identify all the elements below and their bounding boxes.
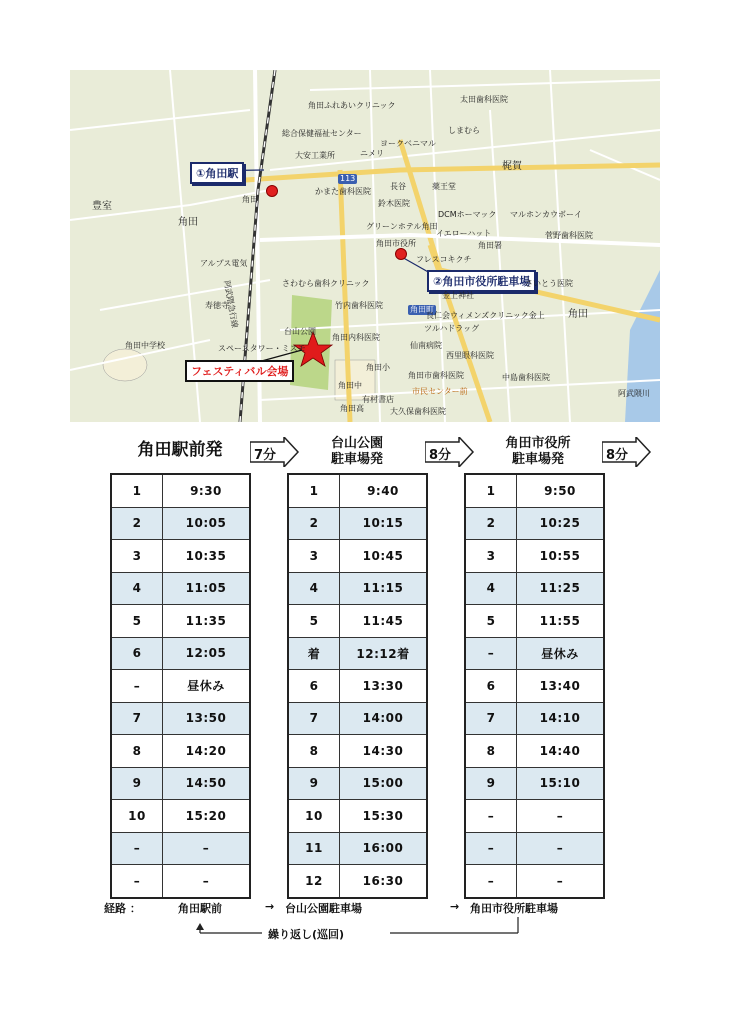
- trip-number: 3: [288, 540, 340, 573]
- map-label: ニメリ: [360, 149, 384, 158]
- table-row: [111, 767, 250, 800]
- trip-number: 1: [465, 474, 517, 507]
- table-row: [111, 800, 250, 833]
- table-row: [288, 605, 427, 638]
- map-label: グリーンホテル角田: [366, 222, 438, 231]
- map-label: 角田町: [410, 305, 434, 314]
- route-arrow-a: →: [265, 900, 275, 913]
- trip-number: 8: [111, 735, 163, 768]
- trip-number: 9: [111, 767, 163, 800]
- departure-time: –: [163, 865, 251, 898]
- table-row: [465, 865, 604, 898]
- trip-number: 6: [465, 670, 517, 703]
- trip-number: 5: [111, 605, 163, 638]
- map-label: 大久保歯科医院: [390, 407, 446, 416]
- map-label: ツルハドラッグ: [424, 324, 480, 333]
- map-label: 薬王堂: [432, 182, 456, 191]
- table-row: [111, 572, 250, 605]
- trip-number: 8: [465, 735, 517, 768]
- map-label: 角田: [242, 195, 258, 204]
- trip-number: 10: [111, 800, 163, 833]
- header-daiyama-parking: 台山公園 駐車場発: [330, 436, 383, 467]
- map-label: スペースタワー・ミスモ: [218, 344, 306, 353]
- map-label: 阿武隈急行線: [222, 279, 240, 329]
- parking-box-label: ②角田市役所駐車場: [427, 270, 536, 292]
- map-label: 角田中学校: [125, 341, 165, 350]
- trip-number: 7: [465, 702, 517, 735]
- loop-label: 繰り返し(巡回): [268, 928, 345, 941]
- table-row: [288, 474, 427, 507]
- trip-number: –: [465, 832, 517, 865]
- trip-number: 4: [465, 572, 517, 605]
- map-label: 梶賀: [502, 161, 522, 172]
- departure-time: 16:30: [340, 865, 428, 898]
- trip-number: 2: [465, 507, 517, 540]
- table-row: [465, 670, 604, 703]
- travel-time-arrow-3: 8分: [602, 437, 652, 467]
- map-label: 鈴木医院: [378, 199, 410, 208]
- trip-number: 5: [288, 605, 340, 638]
- map-label: DCMホーマック: [438, 210, 497, 219]
- departure-time: 昼休み: [163, 670, 251, 703]
- departure-time: 10:15: [340, 507, 428, 540]
- map-label: さいとう医院: [525, 279, 573, 288]
- table-row: [465, 767, 604, 800]
- map-label: 総合保健福祉センター: [282, 129, 362, 138]
- timetable-kakuda-station: [110, 473, 251, 899]
- table-row: [111, 670, 250, 703]
- map-label: 金上神社: [442, 291, 474, 300]
- map-label: 大安工業所: [295, 151, 335, 160]
- table-row: [465, 637, 604, 670]
- departure-time: 10:25: [517, 507, 605, 540]
- departure-time: 14:10: [517, 702, 605, 735]
- map-label: ヨークベニマル: [380, 139, 436, 148]
- trip-number: –: [465, 637, 517, 670]
- travel-time-arrow-1: 7分: [250, 437, 300, 467]
- table-row: [465, 702, 604, 735]
- timetable-cityhall-parking: [464, 473, 605, 899]
- trip-number: 4: [288, 572, 340, 605]
- trip-number: –: [111, 670, 163, 703]
- departure-time: 10:55: [517, 540, 605, 573]
- trip-number: 2: [288, 507, 340, 540]
- departure-time: 15:30: [340, 800, 428, 833]
- map-label: 太田歯科医院: [460, 95, 508, 104]
- table-row: [465, 800, 604, 833]
- map-label: アルプス電気: [200, 259, 248, 268]
- departure-time: 14:20: [163, 735, 251, 768]
- departure-time: 15:10: [517, 767, 605, 800]
- departure-time: 11:25: [517, 572, 605, 605]
- map-label: 角田市役所: [376, 239, 416, 248]
- table-row: [111, 540, 250, 573]
- header-cityhall-parking: 角田市役所 駐車場発: [505, 436, 571, 467]
- departure-time: 10:35: [163, 540, 251, 573]
- trip-number: 9: [288, 767, 340, 800]
- trip-number: 4: [111, 572, 163, 605]
- table-row: [465, 474, 604, 507]
- table-row: [465, 507, 604, 540]
- table-row: [465, 605, 604, 638]
- departure-time: –: [517, 865, 605, 898]
- route-stop-2: 台山公園駐車場: [285, 902, 362, 915]
- map-label: 角田小: [366, 363, 390, 372]
- departure-time: 10:45: [340, 540, 428, 573]
- station-pin-icon: [266, 185, 278, 197]
- departure-time: 11:05: [163, 572, 251, 605]
- map-label: 菅野歯科医院: [545, 231, 593, 240]
- map-label: 中島歯科医院: [502, 373, 550, 382]
- area-map: [70, 70, 660, 422]
- trip-number: 11: [288, 832, 340, 865]
- trip-number: –: [465, 865, 517, 898]
- map-label: 角田署: [478, 241, 502, 250]
- timetable-daiyama-parking: [287, 473, 428, 899]
- header-kakuda-station: 角田駅前発: [137, 440, 223, 460]
- map-label: さわむら歯科クリニック: [282, 279, 370, 288]
- route-stop-3: 角田市役所駐車場: [470, 902, 558, 915]
- table-row: [465, 832, 604, 865]
- trip-number: 着: [288, 637, 340, 670]
- map-label: イエローハット: [436, 229, 492, 238]
- map-label: 有村書店: [362, 395, 394, 404]
- table-row: [111, 832, 250, 865]
- map-label: 良仁会ウィメンズクリニック金上: [426, 311, 545, 320]
- map-label: 市民センター前: [412, 387, 468, 396]
- route-arrow-b: →: [450, 900, 460, 913]
- trip-number: –: [465, 800, 517, 833]
- table-row: [288, 735, 427, 768]
- departure-time: 14:00: [340, 702, 428, 735]
- table-row: [465, 540, 604, 573]
- trip-number: 2: [111, 507, 163, 540]
- map-label: 仙南病院: [410, 341, 442, 350]
- departure-time: 14:40: [517, 735, 605, 768]
- map-label: 西里眼科医院: [446, 351, 494, 360]
- parking-pin-icon: [395, 248, 407, 260]
- table-row: [111, 735, 250, 768]
- trip-number: 5: [465, 605, 517, 638]
- departure-time: 9:30: [163, 474, 251, 507]
- map-label: かまた歯科医院: [315, 187, 371, 196]
- map-label: しまむら: [448, 126, 480, 135]
- route-stop-1: 角田駅前: [178, 902, 222, 915]
- departure-time: 15:00: [340, 767, 428, 800]
- departure-time: –: [517, 800, 605, 833]
- station-box-label: ①角田駅: [190, 162, 244, 184]
- departure-time: 12:12着: [340, 637, 428, 670]
- map-label: フレスコキクチ: [416, 255, 472, 264]
- map-label: 阿武隈川: [618, 389, 650, 398]
- departure-time: 11:35: [163, 605, 251, 638]
- departure-time: 9:50: [517, 474, 605, 507]
- table-row: [288, 507, 427, 540]
- table-row: [465, 735, 604, 768]
- trip-number: 7: [111, 702, 163, 735]
- map-label: 竹内歯科医院: [335, 301, 383, 310]
- trip-number: 6: [111, 637, 163, 670]
- table-row: [288, 832, 427, 865]
- departure-time: 10:05: [163, 507, 251, 540]
- table-row: [111, 605, 250, 638]
- table-row: [465, 572, 604, 605]
- trip-number: 12: [288, 865, 340, 898]
- table-row: [288, 800, 427, 833]
- departure-time: 11:55: [517, 605, 605, 638]
- map-label: 角田高: [340, 404, 364, 413]
- trip-number: –: [111, 832, 163, 865]
- table-row: [111, 702, 250, 735]
- map-label: 台山公園: [284, 327, 316, 336]
- trip-number: 3: [111, 540, 163, 573]
- trip-number: 6: [288, 670, 340, 703]
- map-label: 角田内科医院: [332, 333, 380, 342]
- table-row: [111, 507, 250, 540]
- map-label: 角田市歯科医院: [408, 371, 464, 380]
- table-row: [288, 767, 427, 800]
- trip-number: –: [111, 865, 163, 898]
- venue-box-label: フェスティバル会場: [185, 360, 294, 382]
- map-label: 角田ふれあいクリニック: [308, 101, 396, 110]
- departure-time: –: [517, 832, 605, 865]
- map-label: 113: [340, 174, 356, 183]
- departure-time: 11:45: [340, 605, 428, 638]
- map-label: 長谷: [390, 182, 406, 191]
- departure-time: 16:00: [340, 832, 428, 865]
- table-row: [288, 637, 427, 670]
- table-row: [288, 670, 427, 703]
- trip-number: 10: [288, 800, 340, 833]
- map-label: 寿徳寺: [205, 301, 229, 310]
- travel-time-arrow-2: 8分: [425, 437, 475, 467]
- departure-time: 昼休み: [517, 637, 605, 670]
- departure-time: 11:15: [340, 572, 428, 605]
- departure-time: 12:05: [163, 637, 251, 670]
- trip-number: 9: [465, 767, 517, 800]
- departure-time: 13:30: [340, 670, 428, 703]
- trip-number: 8: [288, 735, 340, 768]
- trip-number: 7: [288, 702, 340, 735]
- map-label: マルホンカウボーイ: [510, 210, 582, 219]
- map-label: 豊室: [92, 201, 112, 212]
- map-label: 角田中: [338, 381, 362, 390]
- route-label: 経路 ：: [104, 902, 141, 915]
- loop-bracket: [0, 915, 732, 955]
- map-label: 角田: [178, 217, 198, 228]
- table-row: [111, 637, 250, 670]
- trip-number: 3: [465, 540, 517, 573]
- departure-time: 9:40: [340, 474, 428, 507]
- table-row: [288, 572, 427, 605]
- departure-time: –: [163, 832, 251, 865]
- table-row: [288, 865, 427, 898]
- departure-time: 14:50: [163, 767, 251, 800]
- table-row: [111, 865, 250, 898]
- trip-number: 1: [111, 474, 163, 507]
- map-label: 角田: [568, 309, 588, 320]
- table-row: [111, 474, 250, 507]
- departure-time: 14:30: [340, 735, 428, 768]
- trip-number: 1: [288, 474, 340, 507]
- departure-time: 13:50: [163, 702, 251, 735]
- table-row: [288, 702, 427, 735]
- table-row: [288, 540, 427, 573]
- map-roads: [70, 70, 660, 422]
- departure-time: 15:20: [163, 800, 251, 833]
- departure-time: 13:40: [517, 670, 605, 703]
